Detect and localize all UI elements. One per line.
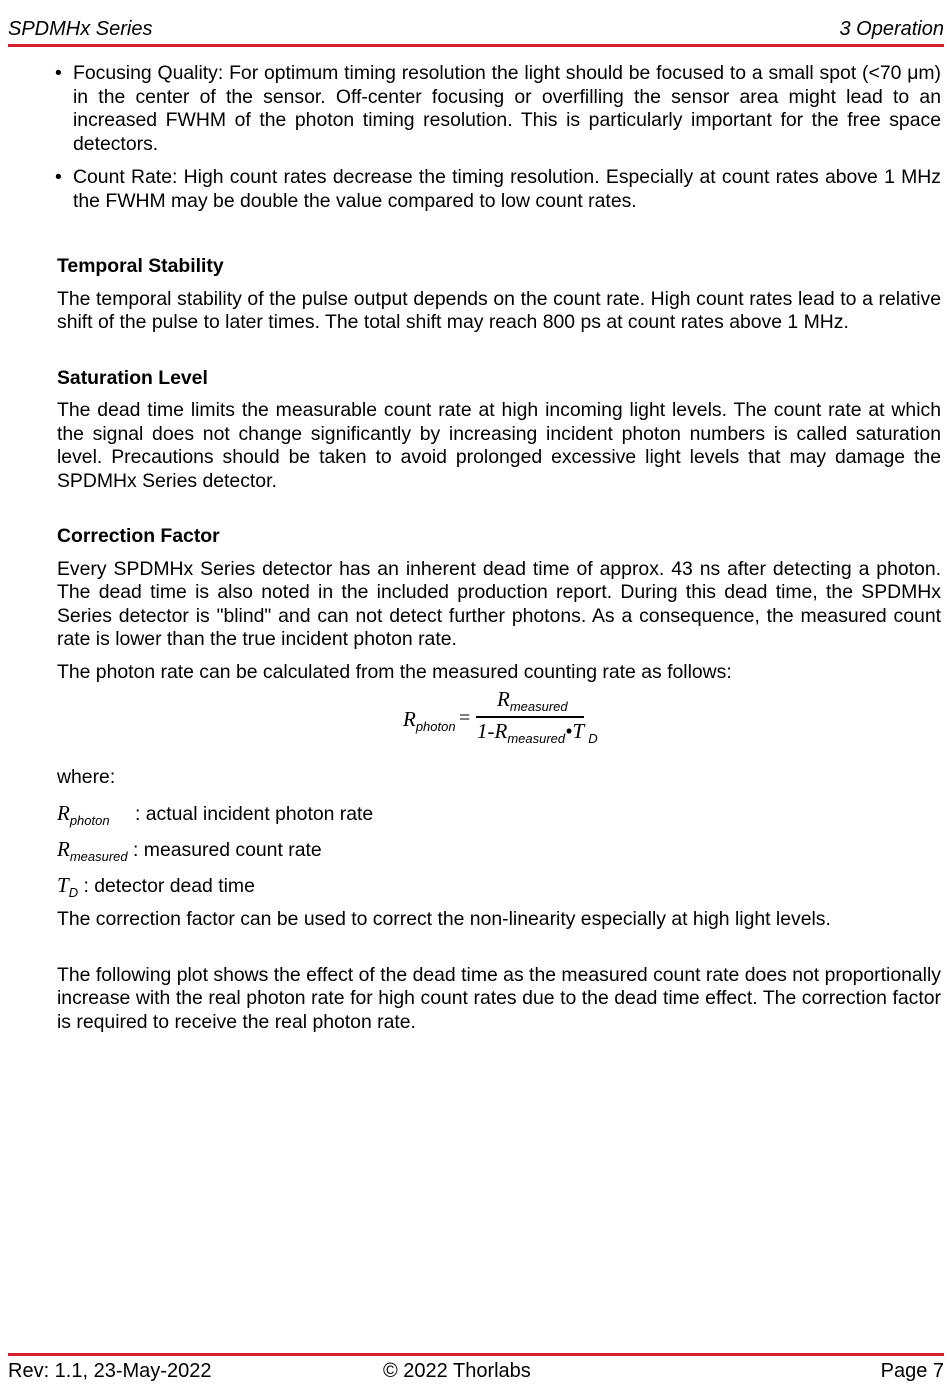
correction-formula <box>57 687 941 758</box>
formula-numerator: $R_{measured}$ <box>497 687 568 714</box>
formula-equals: = <box>459 707 471 729</box>
header-doc-title: SPDMHx Series <box>8 18 153 40</box>
paragraph-temporal-stability: The temporal stability of the pulse output depends on the count rate. High count rates lead to a relative shift of the pulse to later times. The total shift may reach 800 ps at count rates above 1 MHz. <box>57 287 941 333</box>
footer-copyright: © 2022 Thorlabs <box>383 1360 531 1382</box>
page-header <box>8 14 944 47</box>
paragraph-correction-use: The correction factor can be used to correct the non-linearity especially at high light levels. <box>57 908 831 930</box>
header-chapter: 3 Operation <box>839 18 944 40</box>
heading-temporal-stability: Temporal Stability <box>57 255 224 277</box>
bullet-list <box>55 62 941 213</box>
heading-correction-factor: Correction Factor <box>57 525 220 547</box>
page-content <box>57 62 941 1034</box>
bullet-count-rate: • Count Rate: High count rates decrease the timing resolution. Especially at count rates above 1 MHz the FWHM may be double the value compared to low count rates. <box>55 166 941 213</box>
bullet-focusing-quality: • Focusing Quality: For optimum timing resolution the light should be focused to a small spot (<70 μm) in the center of the sensor. Off-center focusing or overfilling the sensor area might lead to an increased FWHM of the photon timing resolution. This is particularly important for the free space detectors. <box>55 62 941 156</box>
where-label: where: <box>57 766 116 788</box>
heading-saturation-level: Saturation Level <box>57 366 208 389</box>
footer-revision: Rev: 1.1, 23-May-2022 <box>8 1360 212 1382</box>
definition-r-measured: $R_{measured}$ : measured count rate <box>57 837 322 864</box>
paragraph-formula-intro: The photon rate can be calculated from the measured counting rate as follows: <box>57 660 732 683</box>
fraction-bar <box>476 716 584 718</box>
paragraph-saturation-level: The dead time limits the measurable count rate at high incoming light levels. The count rate at which the signal does not change significantly by increasing incident photon numbers is called saturation level. Precautions should be taken to avoid prolonged excessive light levels that may damage the SPDMHx Series detector. <box>57 399 941 492</box>
formula-denominator: $1-R_{measured}•T$ $_D$ <box>477 719 598 746</box>
footer-page-number: Page 7 <box>880 1360 944 1382</box>
definition-td: $T_D$ : detector dead time <box>57 873 255 900</box>
page-footer <box>8 1353 944 1386</box>
paragraph-plot-intro: The following plot shows the effect of the dead time as the measured count rate does not proportionally increase with the real photon rate for high count rates due to the dead time effect. The correction factor is required to receive the real photon rate. <box>57 963 941 1033</box>
formula-lhs: $R_{photon}$ <box>403 707 456 734</box>
paragraph-dead-time: Every SPDMHx Series detector has an inherent dead time of approx. 43 ns after detecting a photon. The dead time is also noted in the included production report. During this dead time, the SPDMHx Series detector is "blind" and can not detect further photons. As a consequence, the measured count rate is lower than the true incident photon rate. <box>57 557 941 650</box>
definition-r-photon: $R_{photon}$ : actual incident photon rate <box>57 801 374 828</box>
